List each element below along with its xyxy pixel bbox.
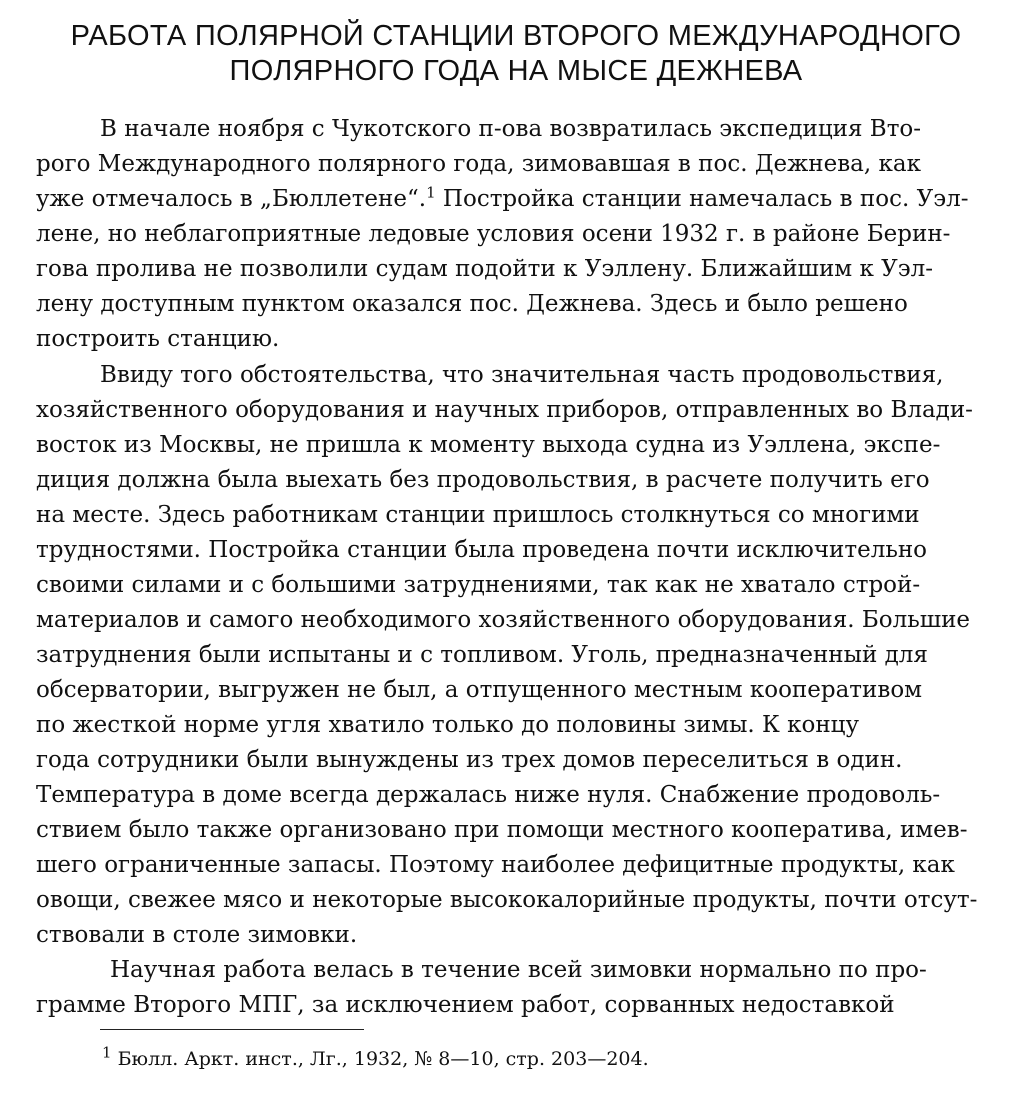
text-line: В начале ноября с Чукотского п-ова возвратилась экспедиция Вто- (100, 116, 922, 142)
article-title-line-1: РАБОТА ПОЛЯРНОЙ СТАНЦИИ ВТОРОГО МЕЖДУНАРОДНОГО (70, 20, 962, 52)
footnote-divider (100, 1029, 364, 1030)
text-line: построить станцию. (36, 326, 280, 352)
text-line: хозяйственного оборудования и научных приборов, отправленных во Влади- (36, 397, 973, 423)
text-line: гова пролива не позволили судам подойти к Уэллену. Ближайшим к Уэл- (36, 256, 934, 282)
text-line: трудностями. Постройка станции была проведена почти исключительно (36, 537, 928, 563)
footnote (102, 1043, 649, 1070)
text-line: лене, но неблагоприятные ледовые условия осени 1932 г. в районе Берин- (36, 221, 951, 247)
text-line: своими силами и с большими затруднениями, так как не хватало строй- (36, 572, 921, 598)
text-line: обсерватории, выгружен не был, а отпущенного местным кооперативом (36, 677, 923, 703)
text-line: на месте. Здесь работникам станции пришлось столкнуться со многими (36, 502, 920, 528)
text-line: ствовали в столе зимовки. (36, 922, 358, 948)
footnote-text: Бюлл. Аркт. инст., Лг., 1932, № 8—10, стр. 203—204. (117, 1048, 649, 1070)
footnote-reference: 1 (426, 183, 436, 202)
text-line-part: уже отмечалось в „Бюллетене“. (36, 186, 427, 212)
text-line: ствием было также организовано при помощи местного кооператива, имев- (36, 817, 968, 843)
text-line: года сотрудники были вынуждены из трех домов переселиться в один. (36, 747, 903, 773)
text-line: Температура в доме всегда держалась ниже нуля. Снабжение продоволь- (36, 782, 941, 808)
text-line: рого Международного полярного года, зимовавшая в пос. Дежнева, как (36, 151, 921, 177)
text-line: затруднения были испытаны и с топливом. Уголь, предназначенный для (36, 642, 928, 668)
text-line: Ввиду того обстоятельства, что значительная часть продовольствия, (100, 362, 944, 388)
text-line: овощи, свежее мясо и некоторые высококалорийные продукты, почти отсут- (36, 887, 978, 913)
text-line: материалов и самого необходимого хозяйственного оборудования. Большие (36, 607, 971, 633)
text-line: шего ограниченные запасы. Поэтому наиболее дефицитные продукты, как (36, 852, 955, 878)
text-line: диция должна была выехать без продовольствия, в расчете получить его (36, 467, 930, 493)
text-line: Научная работа велась в течение всей зимовки нормально по про- (110, 957, 927, 983)
footnote-mark: 1 (102, 1043, 112, 1062)
text-line (36, 182, 1016, 216)
text-line: лену доступным пунктом оказался пос. Дежнева. Здесь и было решено (36, 291, 908, 317)
text-line: по жесткой норме угля хватило только до половины зимы. К концу (36, 712, 860, 738)
text-line: грамме Второго МПГ, за исключением работ, сорванных недоставкой (36, 992, 895, 1018)
article-title-line-2: ПОЛЯРНОГО ГОДА НА МЫСЕ ДЕЖНЕВА (229, 55, 803, 87)
text-line-part: Постройка станции намечалась в пос. Уэл- (442, 186, 969, 212)
text-line: восток из Москвы, не пришла к моменту выхода судна из Уэллена, экспе- (36, 432, 941, 458)
